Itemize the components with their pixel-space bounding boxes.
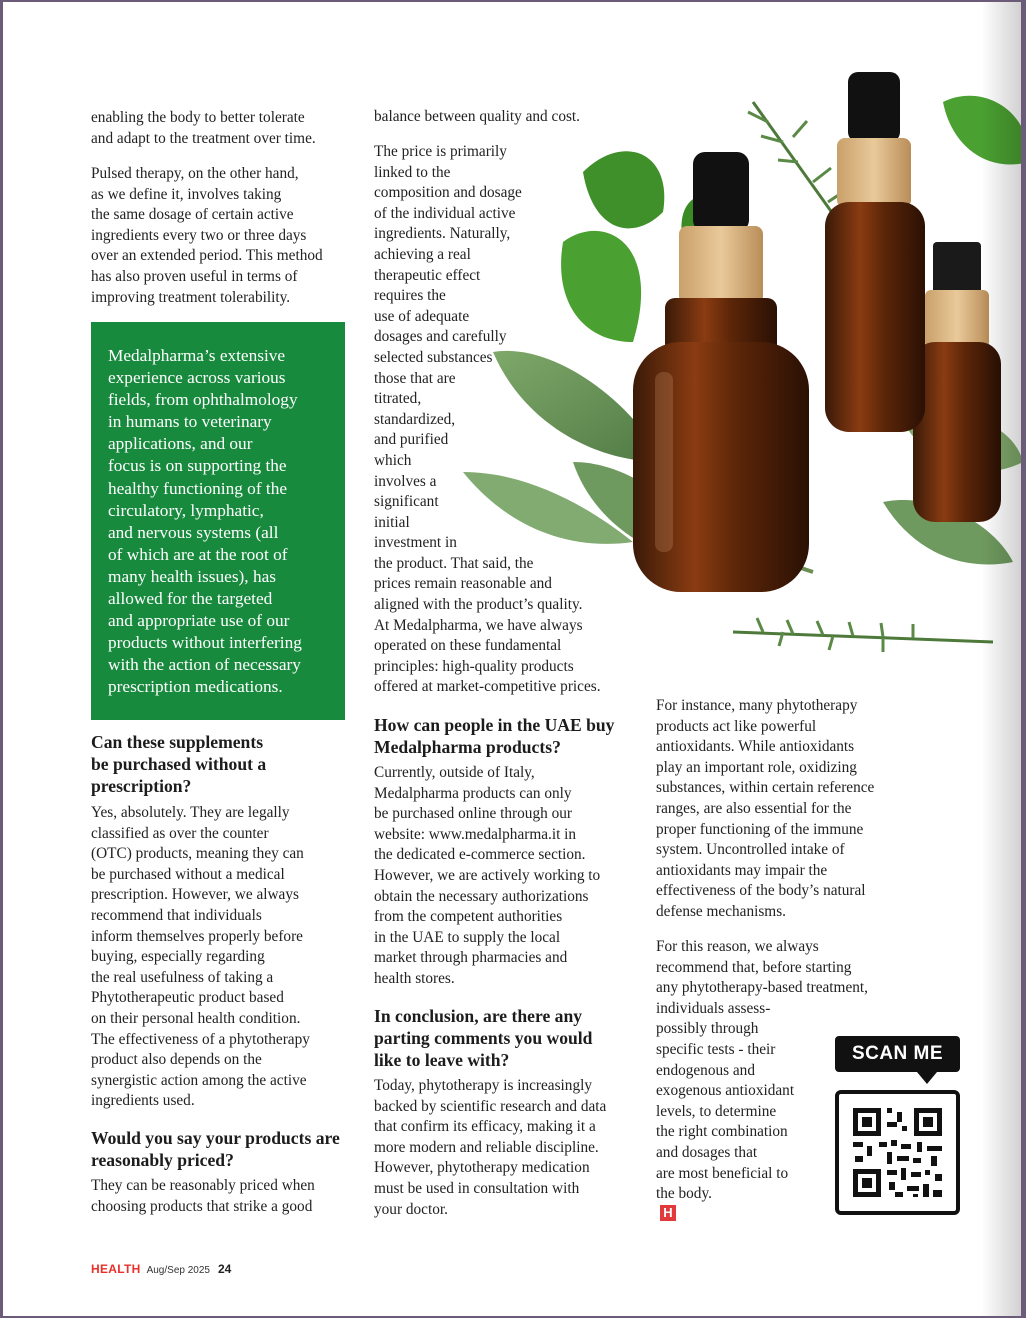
col1-paragraph-1: enabling the body to better tolerate and adapt to the treatment over time. <box>91 109 316 147</box>
qr-frame <box>835 1090 960 1215</box>
footer-date: Aug/Sep 2025 <box>146 1265 210 1276</box>
col3-last-line: the body. <box>656 1185 712 1203</box>
col2-paragraph-2: The price is primarily linked to the composition and dosage of the individual active ingredients. Naturally, achieving a real therapeutic effect requires the use of adequate dosages and carefully selected substances those that are titrated, standardized, and purified which involves a significant initial investment in the product. That said, the prices remain reasonable and aligned with the product’s quality. At Medalpharma, we have always operated on these fundamental principles: high-quality products offered at market-competitive prices. <box>374 143 601 696</box>
magazine-page <box>3 2 1021 1316</box>
question-heading-2: Would you say your products are reasonably priced? <box>91 1128 340 1170</box>
col3-paragraph-1: For instance, many phytotherapy products act like powerful antioxidants. While antioxidants play an important role, oxidizing substances, within certain reference ranges, are also essential for the proper functioning of the immune system. Uncontrolled intake of antioxidants may impair the effectiveness of the body’s natural defense mechanisms. <box>656 697 875 920</box>
question-heading-1: Can these supplements be purchased without a prescription? <box>91 732 267 796</box>
question-heading-3: How can people in the UAE buy Medalpharma products? <box>374 715 615 757</box>
scan-me-pointer <box>917 1072 937 1084</box>
answer-paragraph-4: Today, phytotherapy is increasingly backed by scientific research and data that confirm its efficacy, making it a more modern and reliable discipline. However, phytotherapy medication must be used in consultation with your doctor. <box>374 1077 607 1218</box>
page-footer <box>91 1260 231 1278</box>
health-logo-icon: H <box>660 1205 676 1221</box>
page-edge-shadow <box>981 2 1021 1316</box>
scan-me-label: SCAN ME <box>835 1036 960 1072</box>
col3-paragraph-2: For this reason, we always recommend that, before starting any phytotherapy-based treatment, individuals assess- possibly through specific tests - their endogenous and exogenous antioxidant levels, to determine the right combination and dosages that are most beneficial to the body. H <box>656 938 868 1220</box>
col1-paragraph-2: Pulsed therapy, on the other hand, as we define it, involves taking the same dosage of certain active ingredients every two or three days over an extended period. This method has also proven useful in terms of improving treatment tolerability. <box>91 165 323 306</box>
answer-paragraph-2: They can be reasonably priced when choosing products that strike a good <box>91 1177 315 1215</box>
pull-quote-text: Medalpharma’s extensive experience across various fields, from ophthalmology in humans to veterinary applications, and our focus is on supporting the healthy functioning of the circulatory, lymphatic, and nervous systems (all of which are at the root of many health issues), has allowed for the targeted and appropriate use of our products without interfering with the action of necessary prescription medications. <box>108 346 302 697</box>
pull-quote-box <box>91 322 345 720</box>
page-number: 24 <box>217 1262 232 1276</box>
answer-paragraph-3: Currently, outside of Italy, Medalpharma products can only be purchased online through our website: www.medalpharma.it in the dedicated e-commerce section. However, we are actively working to obtain the necessary authorizations from the competent authorities in the UAE to supply the local market through pharmacies and health stores. <box>374 764 601 987</box>
qr-code-icon <box>839 1094 956 1211</box>
answer-paragraph-1: Yes, absolutely. They are legally classified as over the counter (OTC) products, meaning they can be purchased without a medical prescription. However, we always recommend that individuals inform themselves properly before buying, especially regarding the real usefulness of taking a Phytotherapeutic product based on their personal health condition. The effectiveness of a phytotherapy product also depends on the synergistic action among the active ingredients used. <box>91 804 310 1110</box>
col2-paragraph-1: balance between quality and cost. <box>374 108 581 125</box>
footer-brand: HEALTH <box>91 1262 141 1276</box>
question-heading-4: In conclusion, are there any parting comments you would like to leave with? <box>374 1006 593 1070</box>
